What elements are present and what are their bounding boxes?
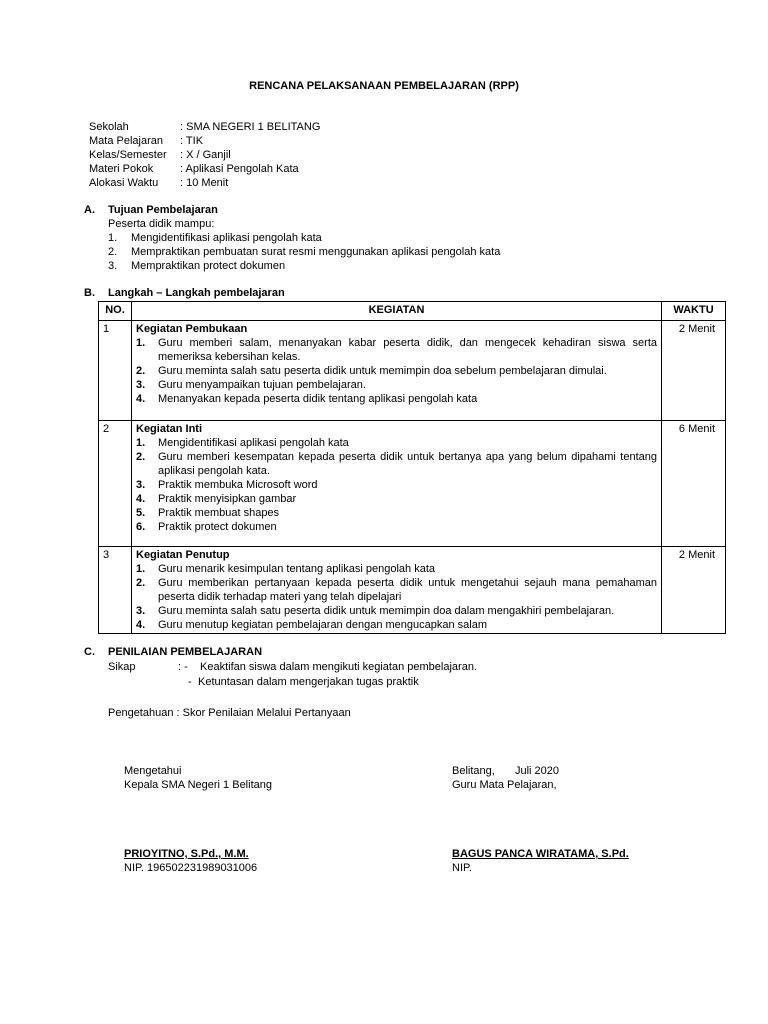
- step-text: Guru memberi salam, menanyakan kabar peserta didik, dan mengecek kehadiran siswa serta memeriksa kebersihan kelas.: [158, 337, 657, 363]
- row-number: 1: [99, 321, 132, 421]
- item-number: 1.: [108, 232, 118, 244]
- table-row: [99, 321, 726, 421]
- step-text: Praktik protect dokumen: [158, 521, 277, 533]
- step-number: 4.: [136, 619, 146, 631]
- list-item: [136, 336, 657, 364]
- step-number: 1.: [136, 563, 146, 575]
- sikap-label: Sikap: [108, 661, 136, 673]
- step-number: 3.: [136, 379, 146, 391]
- info-value: : X / Ganjil: [180, 149, 231, 161]
- activity-title: Kegiatan Penutup: [136, 549, 230, 561]
- item-text: Mengidentifikasi aplikasi pengolah kata: [131, 232, 322, 244]
- step-number: 5.: [136, 507, 146, 519]
- table-header-row: [99, 302, 726, 321]
- sikap-item: Ketuntasan dalam mengerjakan tugas praktik: [198, 676, 419, 688]
- item-number: 3.: [108, 260, 118, 272]
- section-letter: A.: [84, 204, 95, 216]
- teacher-name: BAGUS PANCA WIRATAMA, S.Pd.: [452, 848, 629, 860]
- list-item: [136, 478, 657, 492]
- activity-steps: [136, 562, 657, 632]
- step-number: 2.: [136, 365, 146, 377]
- activity-title: Kegiatan Inti: [136, 423, 203, 435]
- list-item: [108, 259, 500, 273]
- step-text: Mengidentifikasi aplikasi pengolah kata: [158, 437, 349, 449]
- step-number: 6.: [136, 521, 146, 533]
- duration-cell: 2 Menit: [662, 547, 726, 634]
- step-text: Guru menutup kegiatan pembelajaran dengan mengucapkan salam: [158, 619, 487, 631]
- table-row: [99, 547, 726, 634]
- duration-cell: 2 Menit: [662, 321, 726, 421]
- info-value: : Aplikasi Pengolah Kata: [180, 163, 299, 175]
- activity-title: Kegiatan Pembukaan: [136, 323, 248, 335]
- teacher-nip: NIP.: [452, 862, 472, 874]
- info-value: : TIK: [180, 135, 204, 147]
- step-number: 4.: [136, 393, 146, 405]
- identity-block: [89, 120, 320, 190]
- list-item: [136, 576, 657, 604]
- step-text: Menanyakan kepada peserta didik tentang aplikasi pengolah kata: [158, 393, 478, 405]
- info-key: Kelas/Semester: [89, 149, 167, 161]
- section-c-heading: [84, 645, 262, 659]
- section-title: PENILAIAN PEMBELAJARAN: [108, 646, 263, 658]
- info-key: Mata Pelajaran: [89, 135, 163, 147]
- step-text: Guru menyampaikan tujuan pembelajaran.: [158, 379, 366, 391]
- sig-date: Juli 2020: [515, 765, 560, 777]
- info-key: Sekolah: [89, 121, 129, 133]
- item-text: Mempraktikan pembuatan surat resmi menggunakan aplikasi pengolah kata: [131, 246, 501, 258]
- sig-left-line1: Mengetahui: [124, 765, 182, 777]
- info-row-alokasi-waktu: [89, 176, 320, 190]
- info-key: Alokasi Waktu: [89, 177, 159, 189]
- list-item: [108, 231, 500, 245]
- list-item: [136, 506, 657, 520]
- list-item: [136, 562, 657, 576]
- list-item: [136, 492, 657, 506]
- step-number: 1.: [136, 437, 146, 449]
- objective-intro: Peserta didik mampu:: [108, 218, 215, 230]
- info-value: : SMA NEGERI 1 BELITANG: [180, 121, 321, 133]
- section-a-heading: [84, 203, 218, 217]
- section-letter: B.: [84, 287, 95, 299]
- section-b-heading: [84, 286, 285, 300]
- step-text: Guru meminta salah satu peserta didik untuk memimpin doa dalam mengakhiri pembelajaran.: [158, 605, 615, 617]
- activity-cell: [132, 421, 662, 547]
- sig-right-line2: Guru Mata Pelajaran,: [452, 779, 557, 791]
- document-title: RENCANA PELAKSANAAN PEMBELAJARAN (RPP): [249, 80, 519, 92]
- step-number: 1.: [136, 337, 146, 349]
- sikap-dash: -: [188, 676, 192, 688]
- step-number: 3.: [136, 479, 146, 491]
- item-text: Mempraktikan protect dokumen: [131, 260, 286, 272]
- step-number: 3.: [136, 605, 146, 617]
- step-text: Guru menarik kesimpulan tentang aplikasi pengolah kata: [158, 563, 435, 575]
- table-row: [99, 421, 726, 547]
- list-item: [108, 245, 500, 259]
- header-waktu: WAKTU: [662, 302, 726, 321]
- row-number: 2: [99, 421, 132, 547]
- step-text: Praktik membuka Microsoft word: [158, 479, 318, 491]
- info-value: : 10 Menit: [180, 177, 229, 189]
- info-row-materi-pokok: [89, 162, 320, 176]
- step-number: 2.: [136, 451, 146, 463]
- list-item: [136, 436, 657, 450]
- activity-table: [98, 301, 726, 634]
- info-row-kelas-semester: [89, 148, 320, 162]
- step-text: Guru memberikan pertanyaan kepada peserta didik untuk mengetahui sejauh mana pemahaman peserta didik terhadap materi yang telah dipelajari: [158, 577, 657, 603]
- pengetahuan-line: Pengetahuan : Skor Penilaian Melalui Pertanyaan: [108, 707, 351, 719]
- sig-place: Belitang,: [452, 765, 495, 777]
- sikap-colon: : -: [178, 661, 188, 673]
- header-kegiatan: KEGIATAN: [132, 302, 662, 321]
- step-text: Praktik membuat shapes: [158, 507, 280, 519]
- list-item: [136, 392, 657, 406]
- list-item: [136, 604, 657, 618]
- row-number: 3: [99, 547, 132, 634]
- activity-cell: [132, 321, 662, 421]
- list-item: [136, 618, 657, 632]
- section-title: Tujuan Pembelajaran: [108, 204, 218, 216]
- duration-cell: 6 Menit: [662, 421, 726, 547]
- item-number: 2.: [108, 246, 118, 258]
- objective-list: [108, 231, 500, 273]
- sig-left-line2: Kepala SMA Negeri 1 Belitang: [124, 779, 272, 791]
- principal-name: PRIOYITNO, S.Pd., M.M.: [124, 848, 249, 860]
- section-letter: C.: [84, 646, 95, 658]
- step-text: Guru memberi kesempatan kepada peserta didik untuk bertanya apa yang belum dipahami tentang aplikasi pengolah kata.: [158, 451, 657, 477]
- list-item: [136, 364, 657, 378]
- activity-steps: [136, 436, 657, 534]
- principal-nip: NIP. 196502231989031006: [124, 862, 258, 874]
- step-number: 2.: [136, 577, 146, 589]
- list-item: [136, 520, 657, 534]
- activity-steps: [136, 336, 657, 406]
- info-key: Materi Pokok: [89, 163, 154, 175]
- header-no: NO.: [99, 302, 132, 321]
- step-text: Guru meminta salah satu peserta didik untuk memimpin doa sebelum pembelajaran dimulai.: [158, 365, 607, 377]
- section-title: Langkah – Langkah pembelajaran: [108, 287, 285, 299]
- info-row-sekolah: [89, 120, 320, 134]
- activity-cell: [132, 547, 662, 634]
- info-row-mata-pelajaran: [89, 134, 320, 148]
- step-text: Praktik menyisipkan gambar: [158, 493, 297, 505]
- sikap-item: Keaktifan siswa dalam mengikuti kegiatan pembelajaran.: [200, 661, 477, 673]
- step-number: 4.: [136, 493, 146, 505]
- list-item: [136, 450, 657, 478]
- list-item: [136, 378, 657, 392]
